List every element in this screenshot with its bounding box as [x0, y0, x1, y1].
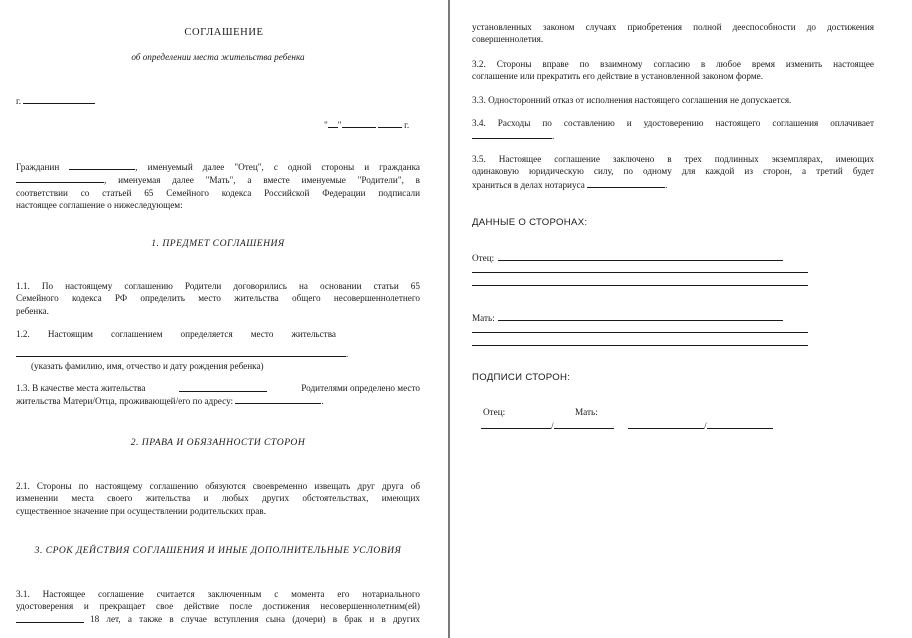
- p34-end: .: [552, 131, 555, 141]
- date-quote-close: ": [337, 120, 342, 130]
- document-title: СОГЛАШЕНИЕ: [184, 27, 264, 38]
- p21-line-2: изменении места своего жительства и любых других обстоятельствах, имеющих: [16, 493, 420, 504]
- section-1-title: 1. ПРЕДМЕТ СОГЛАШЕНИЯ: [151, 238, 285, 249]
- p11-line-3: ребенка.: [16, 305, 49, 316]
- p21-line-3: существенное значение при осуществлении родительских прав.: [16, 505, 266, 516]
- city-blank: [23, 94, 95, 104]
- intro-text-5: настоящее соглашение о нижеследующем:: [16, 200, 183, 211]
- mother-signature-slash: /: [704, 421, 707, 431]
- section-3-title: 3. СРОК ДЕЙСТВИЯ СОГЛАШЕНИЯ И ИНЫЕ ДОПОЛНИТЕЛЬНЫЕ УСЛОВИЯ: [34, 545, 402, 556]
- intro-text-1: Гражданин: [16, 162, 60, 172]
- page-divider: [448, 0, 450, 638]
- child-name-blank: [16, 613, 84, 623]
- date-year-label: г.: [404, 120, 410, 130]
- cont-line-1: установленных законом случаях приобретения полной дееспособности до достижения: [472, 22, 874, 32]
- paragraph-1-3: [16, 382, 420, 408]
- p12-end: .: [346, 349, 349, 359]
- date-month-blank: [342, 118, 376, 128]
- signatures-heading: ПОДПИСИ СТОРОН:: [472, 372, 571, 383]
- p32-line-1: 3.2. Стороны вправе по взаимному согласию в любое время изменить настоящее: [472, 59, 874, 69]
- father-signature-blank: [481, 419, 551, 429]
- mother-data-line-1: [498, 320, 783, 321]
- p35-line-1: 3.5. Настоящее соглашение заключено в трех подлинных экземплярах, имеющих: [472, 154, 874, 164]
- p31-line-1: 3.1. Настоящее соглашение считается заключенным с момента его нотариального: [16, 589, 420, 599]
- notary-blank: [587, 178, 668, 190]
- left-page: [0, 0, 448, 638]
- mother-signature-blank: [628, 419, 704, 429]
- section-2-title: 2. ПРАВА И ОБЯЗАННОСТИ СТОРОН: [130, 437, 306, 448]
- intro-paragraph: [16, 160, 420, 212]
- child-info-line: [16, 347, 348, 360]
- paragraph-3-4: 3.4. Расходы по составлению и удостоверению настоящего соглашения оплачивает: [472, 118, 874, 128]
- father-name-decoding-blank: [554, 419, 614, 429]
- payer-blank: [472, 129, 555, 141]
- cont-line-2: совершеннолетия.: [472, 34, 544, 45]
- date-quote-open: ": [324, 120, 328, 130]
- p11-line-2: Семейного кодекса РФ определить место жительства общего несовершеннолетнего: [16, 293, 420, 304]
- paragraph-2-1: [16, 480, 420, 517]
- p35-end: .: [665, 179, 668, 190]
- p34-payer-line: [472, 129, 554, 142]
- intro-text-2: , именуемый далее "Отец", с одной стороны и гражданка: [135, 162, 420, 172]
- sig-mother-label: Мать:: [575, 407, 598, 417]
- mother-signature-line: [628, 419, 773, 432]
- p35-line-3: храниться в делах нотариуса: [472, 179, 585, 190]
- sig-father-label: Отец:: [483, 407, 506, 417]
- paragraph-3-5: [472, 153, 874, 191]
- paragraph-3-1: [16, 588, 420, 625]
- p31-line-3: 18 лет, а также в случае вступления сына (дочери) в брак и в других: [90, 613, 420, 624]
- mother-name-decoding-blank: [707, 419, 773, 429]
- child-info-blank: [16, 347, 349, 359]
- right-page: [452, 0, 912, 638]
- father-label: Отец:: [472, 253, 495, 263]
- address-blank: [235, 394, 324, 407]
- p32-line-2: соглашение или прекратить его действие в установленной законом форме.: [472, 71, 764, 82]
- residence-blank: [179, 382, 267, 392]
- intro-text-3: , именуемая далее "Мать", а вместе именуемые "Родители", в: [104, 175, 420, 186]
- p13-end: .: [321, 396, 324, 407]
- p13-text-2: жительства Матери/Отца, проживающей/его по адресу:: [16, 396, 234, 407]
- p21-line-1: 2.1. Стороны по настоящему соглашению обязуются своевременно извещать друг друга об: [16, 481, 420, 491]
- p11-line-1: 1.1. По настоящему соглашению Родители договорились на основании статьи 65: [16, 281, 420, 291]
- city-label: г.: [16, 96, 22, 106]
- p13-text-1b: Родителями определено место: [301, 383, 420, 393]
- mother-data-line-3: [472, 345, 808, 346]
- mother-name-blank: [16, 173, 104, 183]
- paragraph-3-2: [472, 58, 874, 83]
- p35-line-2: одинаковую юридическую силу, по одному для каждой из сторон, а третий будет: [472, 166, 874, 177]
- paragraph-1-1: [16, 280, 420, 317]
- document-subtitle: об определении места жительства ребенка: [131, 52, 305, 62]
- father-data-line-1: [498, 260, 783, 261]
- parties-heading: ДАННЫЕ О СТОРОНАХ:: [472, 217, 588, 228]
- father-signature-slash: /: [551, 421, 554, 431]
- father-name-blank: [69, 160, 135, 170]
- p12-hint: (указать фамилию, имя, отчество и дату рождения ребенка): [31, 361, 264, 371]
- father-data-line-2: [472, 272, 808, 273]
- paragraph-3-3: 3.3. Односторонний отказ от исполнения настоящего соглашения не допускается.: [472, 95, 792, 105]
- p31-line-2: удостоверения и прекращает свое действие после достижения несовершеннолетним(ей): [16, 601, 420, 612]
- mother-label: Мать:: [472, 313, 495, 323]
- paragraph-3-1-continued: [472, 21, 874, 46]
- father-data-line-3: [472, 285, 808, 286]
- date-line: [324, 118, 409, 131]
- mother-data-line-2: [472, 332, 808, 333]
- date-day-blank: [328, 118, 338, 128]
- intro-text-4: соответствии со статьей 65 Семейного кодекса Российской Федерации подписали: [16, 187, 420, 198]
- date-year-blank: [378, 118, 402, 128]
- p12-line-1: 1.2. Настоящим соглашением определяется место жительства: [16, 329, 336, 339]
- city-line: [16, 94, 95, 107]
- p13-text-1a: 1.3. В качестве места жительства: [16, 383, 146, 393]
- father-signature-line: [481, 419, 614, 432]
